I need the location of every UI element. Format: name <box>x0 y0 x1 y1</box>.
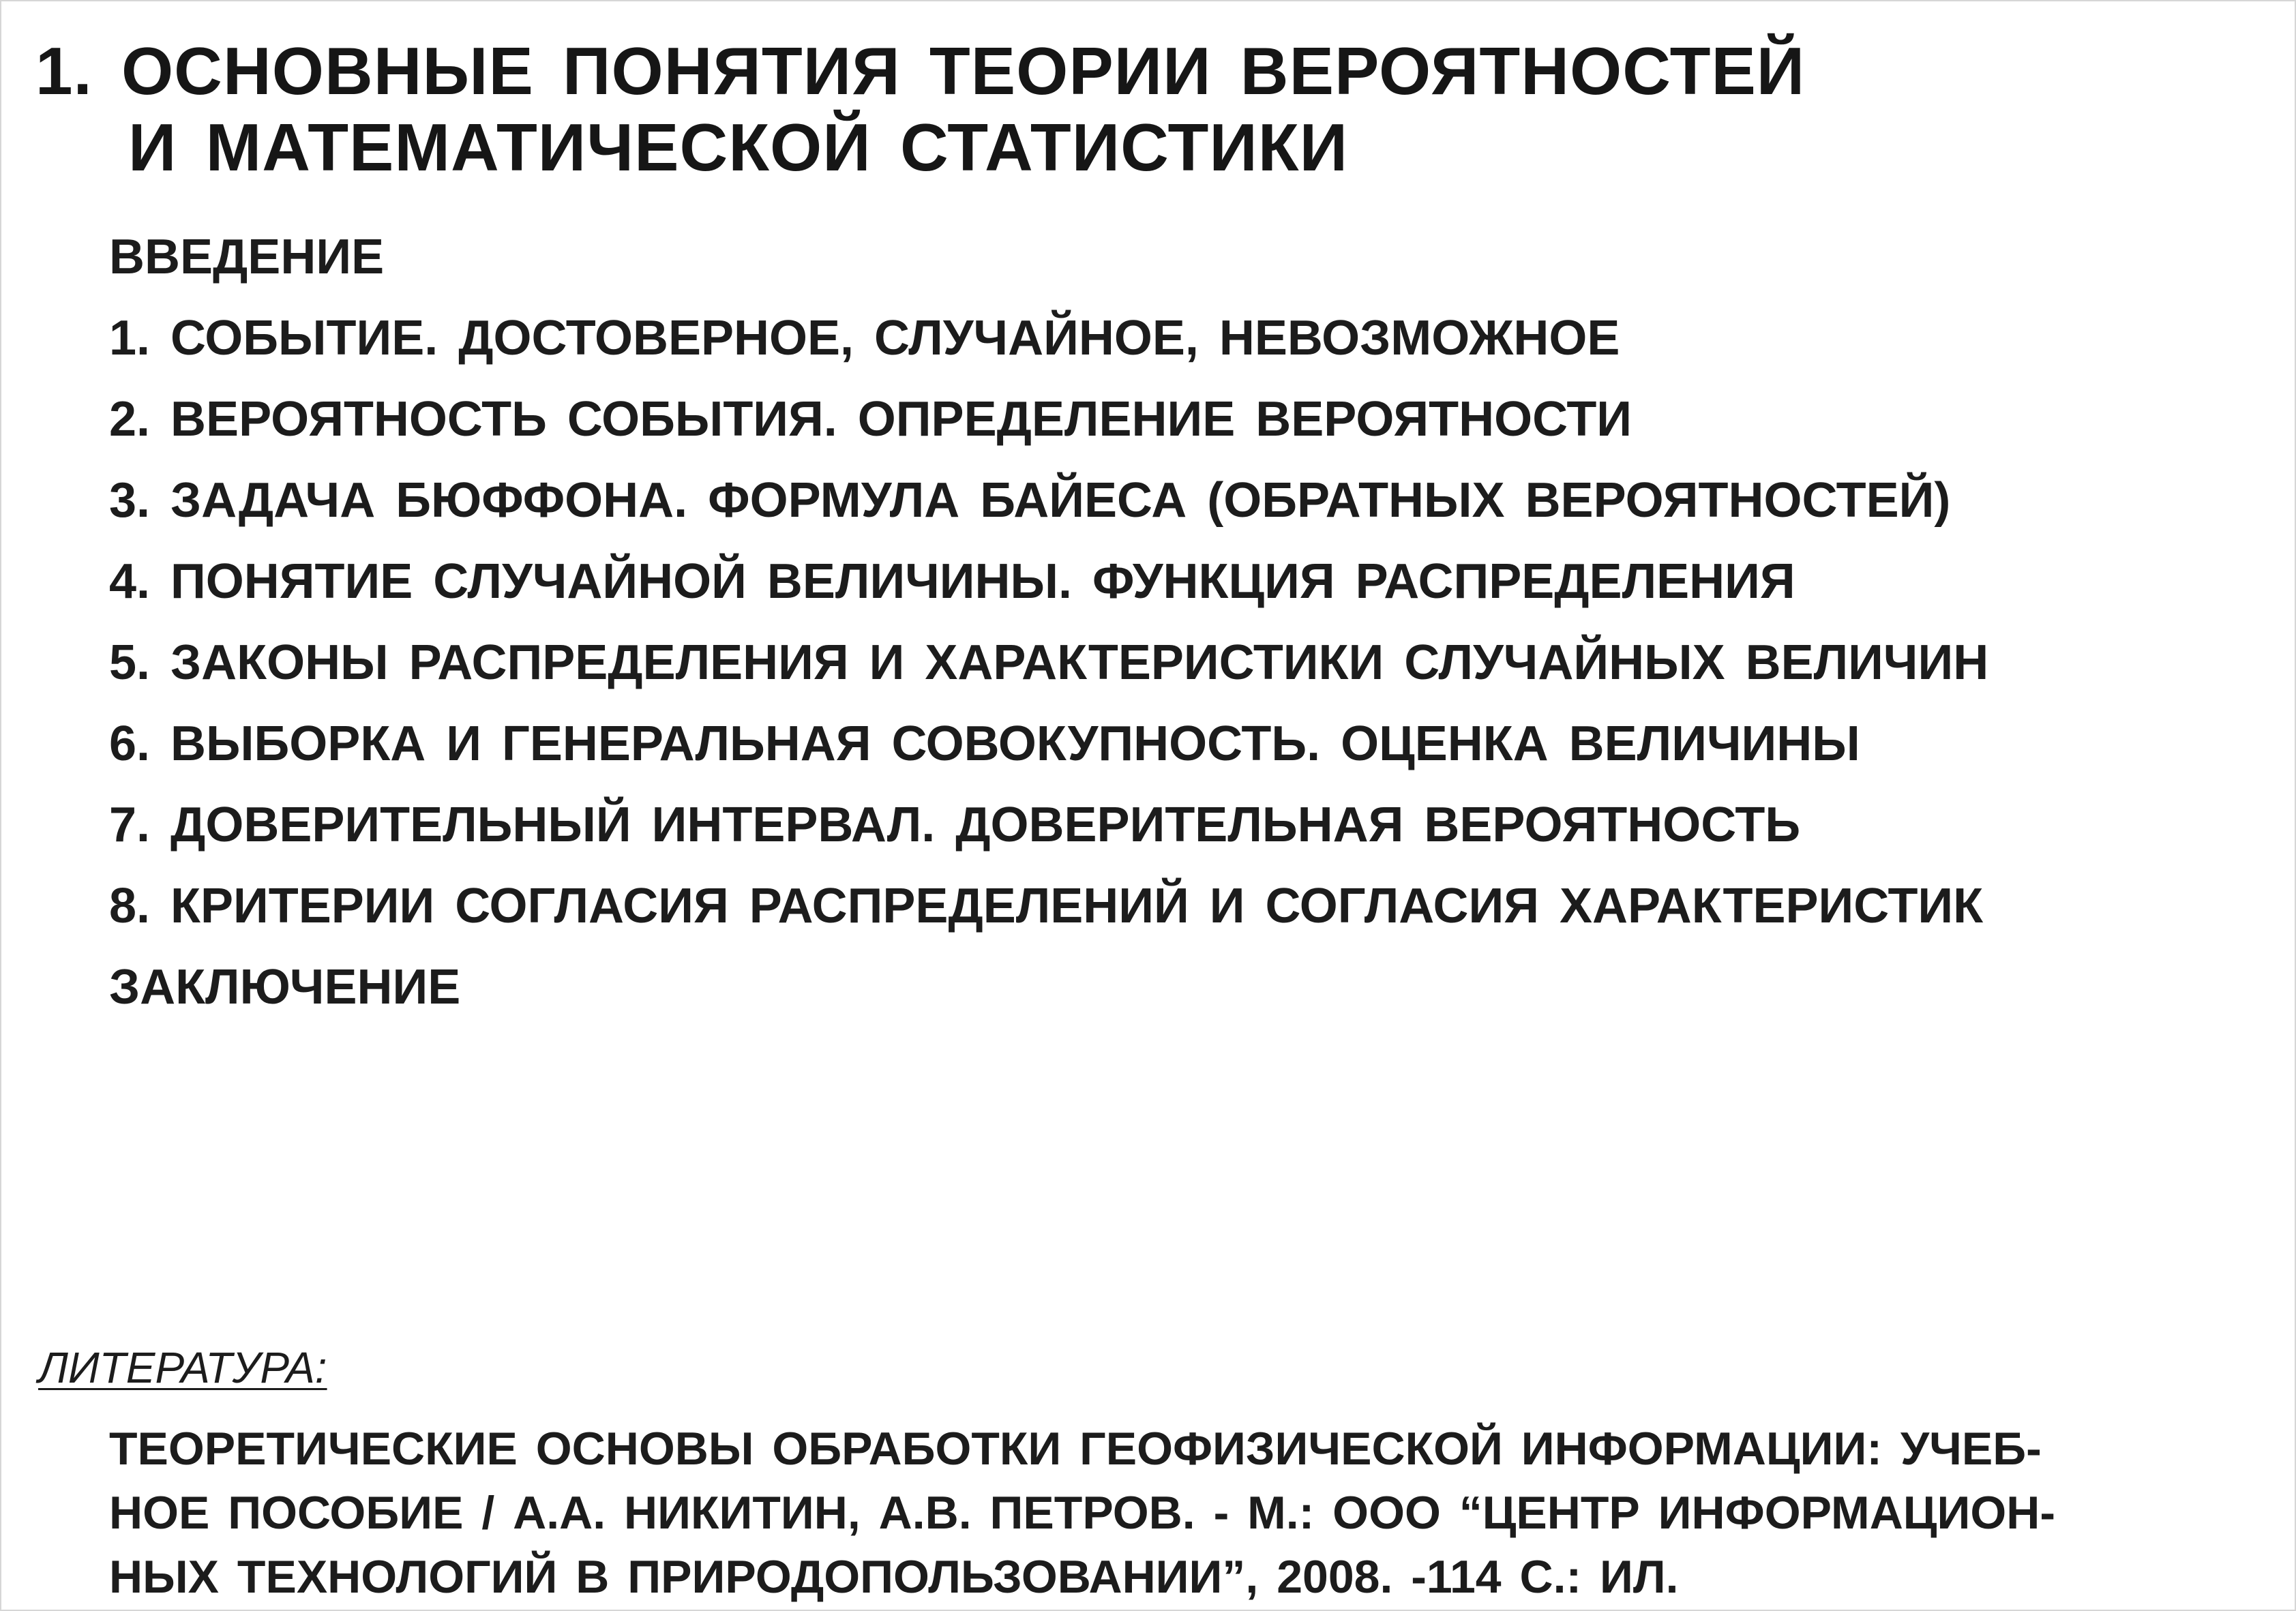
toc-conclusion: ЗАКЛЮЧЕНИЕ <box>109 960 461 1014</box>
toc-item-1: 1. СОБЫТИЕ. ДОСТОВЕРНОЕ, СЛУЧАЙНОЕ, НЕВОЗМОЖНОЕ <box>109 311 1620 365</box>
table-of-contents <box>109 217 1988 1028</box>
toc-item-5: 5. ЗАКОНЫ РАСПРЕДЕЛЕНИЯ И ХАРАКТЕРИСТИКИ СЛУЧАЙНЫХ ВЕЛИЧИН <box>109 635 1989 690</box>
toc-item-3: 3. ЗАДАЧА БЮФФОНА. ФОРМУЛА БАЙЕСА (ОБРАТНЫХ ВЕРОЯТНОСТЕЙ) <box>109 473 1951 528</box>
literature-heading: ЛИТЕРАТУРА: <box>38 1343 327 1392</box>
literature-reference <box>109 1417 2278 1609</box>
toc-item-2: 2. ВЕРОЯТНОСТЬ СОБЫТИЯ. ОПРЕДЕЛЕНИЕ ВЕРОЯТНОСТИ <box>109 392 1632 447</box>
literature-reference-line-1: ТЕОРЕТИЧЕСКИЕ ОСНОВЫ ОБРАБОТКИ ГЕОФИЗИЧЕСКОЙ ИНФОРМАЦИИ: УЧЕБ- <box>109 1423 2042 1475</box>
toc-introduction: ВВЕДЕНИЕ <box>109 230 385 284</box>
toc-item-8: 8. КРИТЕРИИ СОГЛАСИЯ РАСПРЕДЕЛЕНИЙ И СОГЛАСИЯ ХАРАКТЕРИСТИК <box>109 879 1984 933</box>
page-title <box>35 33 1805 185</box>
toc-item-4: 4. ПОНЯТИЕ СЛУЧАЙНОЙ ВЕЛИЧИНЫ. ФУНКЦИЯ РАСПРЕДЕЛЕНИЯ <box>109 554 1795 609</box>
literature-reference-line-3: НЫХ ТЕХНОЛОГИЙ В ПРИРОДОПОЛЬЗОВАНИИ”, 2008. -114 С.: ИЛ. <box>109 1551 1679 1603</box>
toc-item-7: 7. ДОВЕРИТЕЛЬНЫЙ ИНТЕРВАЛ. ДОВЕРИТЕЛЬНАЯ ВЕРОЯТНОСТЬ <box>109 798 1801 852</box>
toc-item-6: 6. ВЫБОРКА И ГЕНЕРАЛЬНАЯ СОВОКУПНОСТЬ. ОЦЕНКА ВЕЛИЧИНЫ <box>109 717 1860 771</box>
literature-reference-line-2: НОЕ ПОСОБИЕ / А.А. НИКИТИН, А.В. ПЕТРОВ. - М.: ООО “ЦЕНТР ИНФОРМАЦИОН- <box>109 1487 2055 1539</box>
page-title-line-1: 1. ОСНОВНЫЕ ПОНЯТИЯ ТЕОРИИ ВЕРОЯТНОСТЕЙ <box>35 33 1806 108</box>
page-title-line-2: И МАТЕМАТИЧЕСКОЙ СТАТИСТИКИ <box>128 110 1349 185</box>
